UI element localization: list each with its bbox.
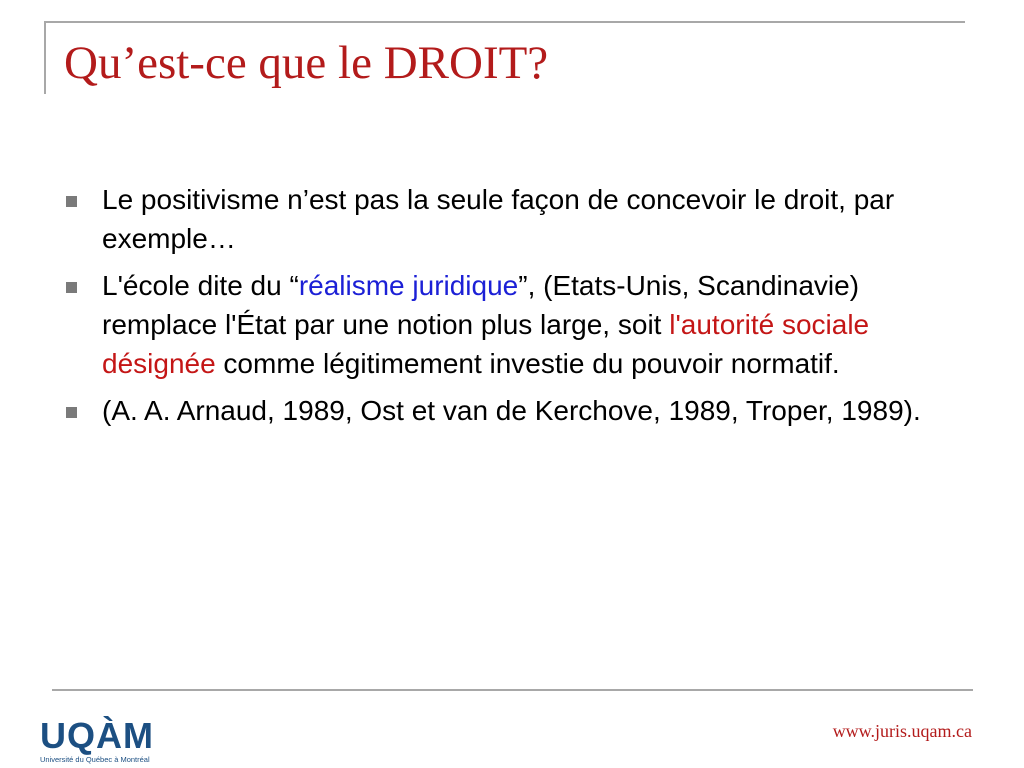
bullet-text-start: L'école dite du “ — [102, 270, 299, 301]
slide-title: Qu’est-ce que le DROIT? — [64, 37, 549, 89]
bullet-item — [102, 266, 922, 383]
square-bullet-icon — [66, 282, 77, 293]
left-rule — [44, 21, 46, 94]
bullet-item — [102, 391, 922, 430]
square-bullet-icon — [66, 196, 77, 207]
logo-subtitle: Université du Québec à Montréal — [40, 755, 150, 764]
bullet-text: (A. A. Arnaud, 1989, Ost et van de Kerchove, 1989, Troper, 1989). — [102, 395, 921, 426]
footer-rule — [52, 689, 973, 691]
bullet-text-middle: ”, (Etats-Unis, Scandinavie) remplace l'État par une notion plus large, soit — [102, 270, 860, 340]
uqam-logo — [40, 717, 152, 767]
bullet-text-end: comme légitimement investie du pouvoir normatif. — [215, 348, 840, 379]
bullet-text: Le positivisme n’est pas la seule façon de concevoir le droit, par exemple… — [102, 184, 895, 254]
square-bullet-icon — [66, 407, 77, 418]
bullet-item — [102, 180, 922, 258]
designated-social-authority-term: l'autorité sociale désignée — [102, 309, 870, 379]
logo-mark: UQÀM — [40, 715, 154, 756]
top-rule — [44, 21, 965, 23]
site-url: www.juris.uqam.ca — [832, 721, 972, 741]
bullet-list — [102, 180, 922, 438]
legal-realism-term: réalisme juridique — [298, 270, 519, 301]
